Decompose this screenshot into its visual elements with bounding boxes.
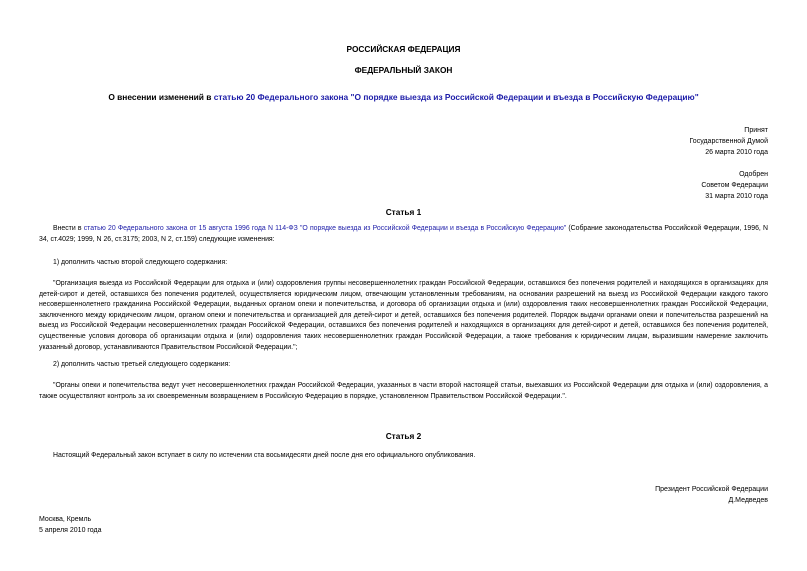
law-title-prefix: О внесении изменений в xyxy=(108,92,214,102)
signing-place: Москва, Кремль xyxy=(39,516,92,523)
article-1-heading: Статья 1 xyxy=(385,207,422,217)
accepted-block xyxy=(689,125,768,158)
accepted-label: Принят xyxy=(744,127,768,134)
article-1-intro xyxy=(39,224,768,245)
accepted-date: 26 марта 2010 года xyxy=(705,149,768,156)
article-2-heading: Статья 2 xyxy=(385,431,422,441)
place-date-block xyxy=(39,514,102,536)
document-type-heading: ФЕДЕРАЛЬНЫЙ ЗАКОН xyxy=(354,65,453,75)
intro-suffix: (Собрание законодательства Российской Федерации, 1996, N 34, ст.4029; 1999, N 26, ст.3175; 2003, N 2, ст.159) следующие изменения: xyxy=(39,225,768,243)
article-2-text: Настоящий Федеральный закон вступает в силу по истечении ста восьмидесяти дней после дня его официального опубликования. xyxy=(53,452,476,459)
article-1-item-1: 1) дополнить частью второй следующего содержания: xyxy=(53,259,228,266)
approved-date: 31 марта 2010 года xyxy=(705,193,768,200)
signature-name: Д.Медведев xyxy=(728,497,768,504)
country-heading: РОССИЙСКАЯ ФЕДЕРАЦИЯ xyxy=(346,44,461,54)
article-1-quote-2: "Органы опеки и попечительства ведут учет несовершеннолетних граждан Российской Федерации, указанных в части второй настоящей статьи, выехавших из Российской Федерации для отдыха и (или) оздоровления, а также осуществляют контроль за их своевременным возвращением в Российскую Федерацию в порядке, установленном Правительством Российской Федерации.". xyxy=(39,382,768,400)
intro-law-title-link[interactable]: "О порядке выезда из Российской Федерации и въезда в Российскую Федерацию" xyxy=(299,225,567,232)
law-title xyxy=(0,92,807,103)
signing-date: 5 апреля 2010 года xyxy=(39,527,102,534)
accepted-by: Государственной Думой xyxy=(689,138,768,145)
signature-title: Президент Российской Федерации xyxy=(655,486,768,493)
approved-block xyxy=(701,169,768,202)
article-1-quote-1: "Организация выезда из Российской Федерации для отдыха и (или) оздоровления группы несовершеннолетних граждан Российской Федерации, оставшихся без попечения родителей и находящихся в организациях для детей-сирот и детей, оставшихся без попечения родителей, осуществляется юридическим лицом, отвечающим установленным требованиям, на основании разрешений на выезд из Российской Федерации каждого такого несовершеннолетнего гражданина Российской Федерации, выданных органом опеки и попечительства, и договора об организации отдыха и (или) оздоровления таких несовершеннолетних граждан Российской Федерации, заключенного между юридическим лицом, органом опеки и попечительства и организацией для детей-сирот и детей, оставшихся без попечения родителей. Порядок выдачи органами опеки и попечительства разрешений на выезд из Российской Федерации несовершеннолетних граждан Российской Федерации, оставшихся без попечения родителей и находящихся в организациях для детей-сирот и детей, оставшихся без попечения родителей, существенные условия договора об организации отдыха и (или) оздоровления таких несовершеннолетних граждан Российской Федерации, а также требования к юридическим лицам, выразившим намерение заключить указанный договор, устанавливаются Правительством Российской Федерации."; xyxy=(39,280,768,351)
intro-prefix: Внести в xyxy=(53,225,84,232)
law-title-link[interactable]: статью 20 Федерального закона "О порядке выезда из Российской Федерации и въезда в Российскую Федерацию" xyxy=(213,92,699,102)
article-1-item-2: 2) дополнить частью третьей следующего содержания: xyxy=(53,361,231,368)
signature-block xyxy=(655,484,768,506)
approved-by: Советом Федерации xyxy=(701,182,768,189)
intro-law-link[interactable]: статью 20 Федерального закона от 15 августа 1996 года N 114-ФЗ xyxy=(83,225,298,232)
approved-label: Одобрен xyxy=(739,171,768,178)
